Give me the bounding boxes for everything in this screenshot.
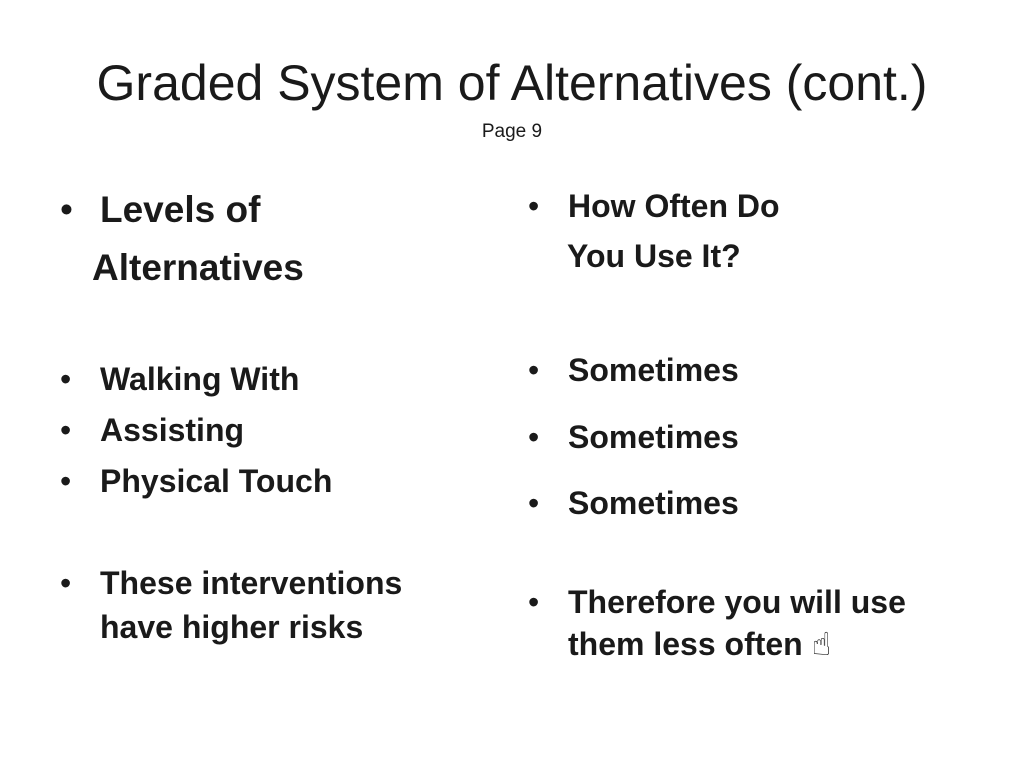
page-number: Page 9 <box>481 121 543 142</box>
bullet-icon: • <box>528 584 540 620</box>
levels-heading-line2: Alternatives <box>92 247 304 288</box>
bullet-icon: • <box>60 463 72 499</box>
bullet-icon: • <box>60 189 73 230</box>
list-item-label: Sometimes <box>568 485 739 521</box>
bullet-icon: • <box>528 352 540 388</box>
list-item-label: Assisting <box>100 412 245 448</box>
list-item-label: Sometimes <box>568 352 739 388</box>
list-item <box>528 481 739 525</box>
bullet-icon: • <box>528 485 540 521</box>
risk-note <box>60 561 402 605</box>
frequency-heading-line1: How Often Do <box>568 188 780 224</box>
bullet-frequency-heading <box>528 184 780 228</box>
list-item <box>60 459 332 503</box>
list-item-label: Physical Touch <box>100 463 333 499</box>
slide-title: Graded System of Alternatives (cont.) <box>96 55 928 111</box>
bullet-icon: • <box>60 565 72 601</box>
bullet-icon: • <box>60 361 72 397</box>
usage-note-line1: Therefore you will use <box>568 584 906 620</box>
bullet-icon: • <box>528 419 540 455</box>
bullet-icon: • <box>528 188 540 224</box>
risk-note-line1: These interventions <box>100 565 403 601</box>
bullet-levels-heading <box>60 181 260 239</box>
usage-note-line2: them less often ☝ <box>568 626 832 662</box>
list-item <box>60 408 244 452</box>
list-item <box>60 357 299 401</box>
list-item-label: Sometimes <box>568 419 739 455</box>
list-item <box>528 348 739 392</box>
list-item-label: Walking With <box>100 361 300 397</box>
bullet-icon: • <box>60 412 72 448</box>
usage-note <box>528 580 906 624</box>
frequency-heading-line2: You Use It? <box>567 238 741 274</box>
risk-note-line2: have higher risks <box>100 609 364 645</box>
levels-heading-line1: Levels of <box>100 189 261 230</box>
list-item <box>528 415 739 459</box>
